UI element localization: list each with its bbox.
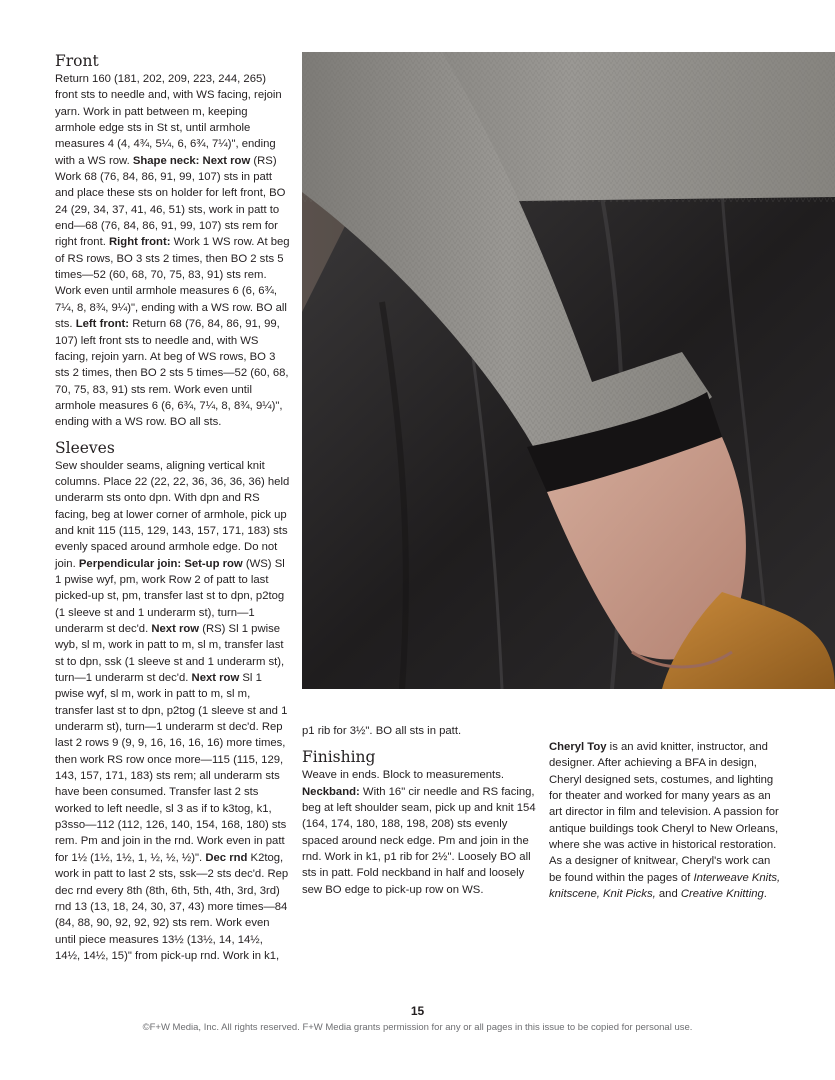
sleeves-text-7: Sl 1 pwise wyf, sl m, work in patt to m, sl m, transfer last st to dpn, p2tog (1 sleeve st and 1 underarm st), turn—1 underarm st dec'd. Rep last 2 rows 9 (9, 9, 16, 16, 16, 16) more times, then work RS row once more—115 (115, 129, 143, 157, 171, 183) sts rem; all underarm sts have been consumed. Transfer last 2 sts worked to left needle, sl 3 as if to k3tog, k1, p3sso—112 (112, 126, 140, 154, 168, 180) sts rem. Pm and join in the rnd. Work even in patt for 1½ (1½, 1½, 1, ½, ½, ½)". [55, 672, 288, 864]
front-text-3: (RS) Work 68 (76, 84, 86, 91, 99, 107) sts in patt and place these sts on holder for left front, BO 24 (29, 34, 37, 41, 46, 51) sts, work in patt to end—68 (76, 84, 86, 91, 99, 107) sts rem for right front. [55, 154, 286, 249]
designer-name: Cheryl Toy [549, 741, 607, 753]
bio-text-3: . [763, 888, 767, 901]
sleeves-text-6: Next row [191, 672, 240, 685]
bio-publication-last: Creative Knitting [680, 888, 764, 901]
front-text-1: Return 160 (181, 202, 209, 223, 244, 265) front sts to needle and, with WS facing, rejoin yarn. Work in patt between m, keeping armhole edge sts in St st, until armhole measures 4 (4, 4¾, 5¼, 6, 6¾, 7¼)", ending with a WS row. [55, 73, 282, 167]
front-text-2: Shape neck: Next row [132, 154, 251, 167]
sleeves-instructions-continued: p1 rib for 3½". BO all sts in patt. [302, 725, 462, 737]
front-text-6: Left front: [75, 318, 130, 331]
text-column-middle [302, 723, 538, 898]
sleeves-instructions [55, 458, 291, 965]
finishing-instructions [302, 767, 538, 898]
sleeves-text-1: Sew shoulder seams, aligning vertical knit columns. Place 22 (22, 22, 36, 36, 36, 36) held underarm sts onto dpn. With dpn and RS facing, beg at lower corner of armhole, pick up and knit 115 (115, 129, 143, 157, 171, 183) sts evenly spaced around armhole edge. Do not join. [55, 459, 290, 570]
section-heading-sleeves: Sleeves [55, 438, 115, 457]
text-column-left [55, 52, 291, 964]
finishing-text-2: Neckband: [302, 785, 360, 798]
copyright-notice: ©F+W Media, Inc. All rights reserved. F+W Media grants permission for any or all pages in this issue to be copied for personal use. [142, 1022, 693, 1033]
section-heading-front: Front [55, 52, 99, 70]
front-text-7: Return 68 (76, 84, 86, 91, 99, 107) left front sts to needle and, with WS facing, rejoin yarn. At beg of WS rows, BO 3 sts 2 times, then BO 2 sts 5 times—52 (60, 68, 70, 75, 83, 91) sts rem. Work even until armhole measures 6 (6, 6¾, 7¼, 8, 8¾, 9¼)", ending with a WS row. BO all sts. [55, 318, 289, 429]
sleeves-text-2: Perpendicular join: Set-up row [78, 557, 243, 570]
bio-text-1: is an avid knitter, instructor, and designer. After achieving a BFA in design, Cheryl designed sets, costumes, and lighting for theater and worked for many years as an art director in film and television. A passion for antique buildings took Cheryl to New Orleans, where she was active in historical restoration. As a designer of knitwear, Cheryl's work can be found within the pages of [549, 741, 779, 884]
sleeves-text-4: Next row [151, 623, 200, 635]
sweater-photo [302, 52, 835, 689]
section-heading-finishing: Finishing [302, 748, 376, 767]
finishing-text-3: With 16" cir needle and RS facing, beg at left shoulder seam, pick up and knit 154 (164, 174, 180, 188, 198, 208) sts evenly spaced around neck edge. Pm and join in the rnd. Work in k1, p1 rib for 2½". Loosely BO all sts in patt. Fold neckband in half and loosely sew BO edge to pick-up row on WS. [302, 785, 536, 896]
bio-publications: Interweave Knits, knitscene, Knit Picks, [549, 871, 781, 901]
sleeves-text-3: (WS) Sl 1 pwise wyf, pm, work Row 2 of patt to last picked-up st, pm, transfer last st to dpn, p2tog (1 sleeve st and 1 underarm st), turn—1 underarm st dec'd. [55, 557, 285, 635]
sleeves-text-9: K2tog, work in patt to last 2 sts, ssk—2 sts dec'd. Rep dec rnd every 8th (8th, 6th, 5th, 4th, 3rd, 3rd) rnd 13 (13, 18, 24, 30, 37, 43) more times—84 (84, 88, 90, 92, 92, 92) sts rem. Work even until piece measures 13½ (13½, 14, 14½, 14½, 14½, 15)" from pick-up rnd. Work in k1, [55, 851, 289, 962]
page-number: 15 [410, 1004, 425, 1018]
finishing-text-1: Weave in ends. Block to measurements. [302, 769, 504, 782]
designer-bio [549, 739, 785, 902]
text-column-right [549, 723, 785, 902]
sleeves-text-8: Dec rnd [205, 851, 248, 864]
bio-text-2: and [655, 888, 681, 901]
front-instructions [55, 71, 291, 431]
front-text-5: Work 1 WS row. At beg of RS rows, BO 3 sts 2 times, then BO 2 sts 5 times—52 (60, 68, 70, 75, 83, 91) sts rem. Work even until armhole measures 6 (6, 6¾, 7¼, 8, 8¾, 9¼)", ending with a WS row. BO all sts. [55, 236, 290, 331]
sleeves-text-5: (RS) Sl 1 pwise wyb, sl m, work in patt to m, sl m, transfer last st to dpn, ssk (1 sleeve st and 1 underarm st), turn—1 underarm st dec'd. [55, 623, 285, 685]
front-text-4: Right front: [109, 236, 171, 249]
